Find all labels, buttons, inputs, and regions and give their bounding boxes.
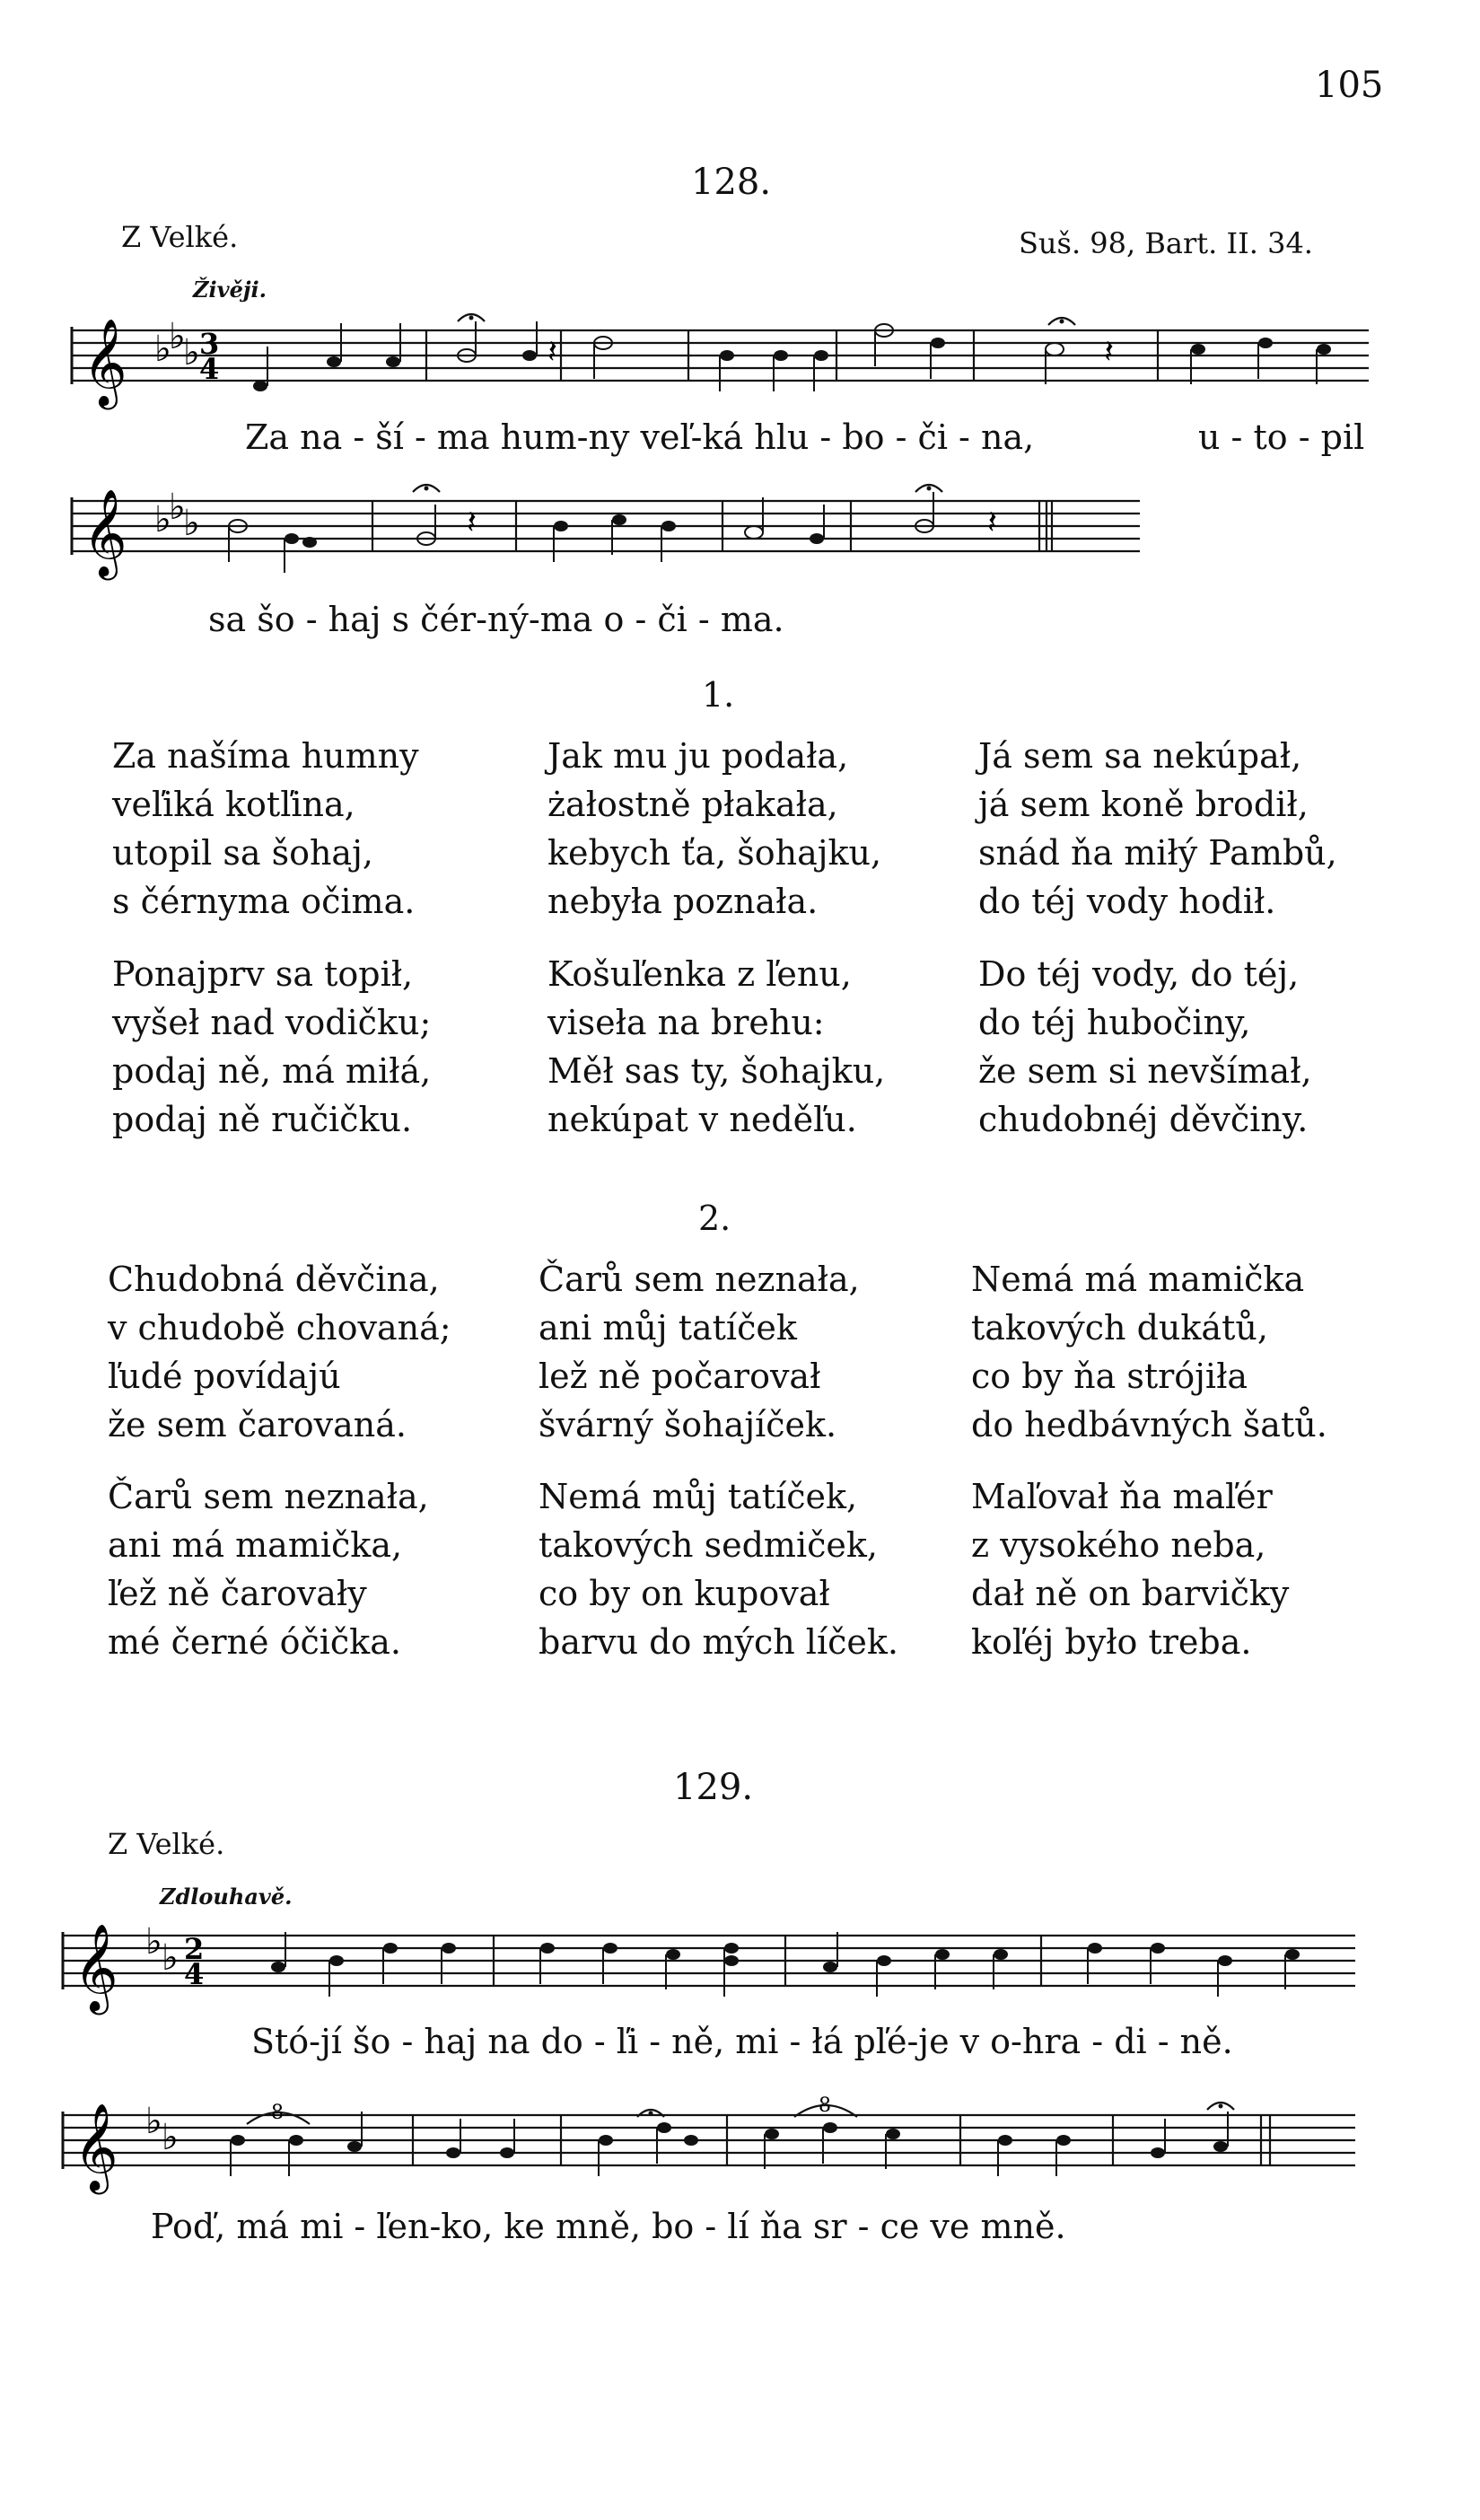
stanza-line: Ponajprv sa topił, xyxy=(112,954,414,994)
song-reference-128: Suš. 98, Bart. II. 34. xyxy=(1019,226,1313,260)
lyrics-129-line2: Poď, má mi - ľen-ko, ke mně, bo - lí ňa sr - ce ve mně. xyxy=(151,2207,1066,2246)
stanza-line: Čarů sem neznała, xyxy=(108,1477,429,1516)
stanza-line: ani má mamička, xyxy=(108,1525,403,1565)
svg-text:♭: ♭ xyxy=(169,487,186,528)
stanza-line: Měł sas ty, šohajku, xyxy=(547,1051,886,1091)
lyrics-128-line1b: u - to - pil xyxy=(1198,417,1365,457)
lyrics-128-line2: sa šo - haj s čér-ný-ma o - či - ma. xyxy=(208,600,784,639)
stanza-line: nebyła poznała. xyxy=(547,882,819,921)
svg-text:♭: ♭ xyxy=(183,503,200,544)
page-number: 105 xyxy=(1315,65,1384,106)
stanza-line: żałostně płakała, xyxy=(547,785,838,824)
stanza-line: kebych ťa, šohajku, xyxy=(547,833,882,873)
stanza xyxy=(978,732,1337,926)
lyrics-129-line1: Stó-jí šo - haj na do - ľi - ně, mi - łá pľé-je v o-hra - di - ně. xyxy=(251,2022,1233,2061)
svg-text:𝄽: 𝄽 xyxy=(1104,334,1115,371)
stanza xyxy=(112,732,419,926)
stanza-line: Do téj vody, do téj, xyxy=(978,954,1300,994)
stanza-line: chudobnéj děvčiny. xyxy=(978,1100,1309,1139)
stanza-line: ľež ně čarovały xyxy=(108,1574,367,1613)
svg-text:♭: ♭ xyxy=(162,2117,179,2158)
svg-text:3: 3 xyxy=(199,327,220,361)
stanza-line: veľiká kotľina, xyxy=(112,785,355,824)
stanza-line: Maľovał ňa maľér xyxy=(971,1477,1273,1516)
stanza-line: barvu do mých líček. xyxy=(539,1622,898,1662)
svg-text:𝄽: 𝄽 xyxy=(467,505,477,541)
song-number-129: 129. xyxy=(673,1767,754,1808)
stanza xyxy=(971,1472,1289,1666)
stanza-line: Nemá můj tatíček, xyxy=(539,1477,858,1516)
svg-text:𝄞: 𝄞 xyxy=(83,318,127,406)
stanza-line: Za našíma humny xyxy=(112,736,419,776)
stanza-line: Chudobná děvčina, xyxy=(108,1260,440,1299)
tempo-marking-128: Živěji. xyxy=(193,277,267,303)
svg-text:8: 8 xyxy=(819,2094,831,2117)
stanza-line: Čarů sem neznała, xyxy=(539,1260,860,1299)
svg-text:8: 8 xyxy=(271,2102,284,2124)
stanza xyxy=(547,950,885,1144)
stanza xyxy=(112,950,431,1144)
stanza xyxy=(539,1472,898,1666)
svg-text:4: 4 xyxy=(199,352,220,386)
stanza-line: viseła na brehu: xyxy=(547,1003,825,1042)
song-origin-128: Z Velké. xyxy=(121,220,239,254)
stanza-line: že sem si nevšímał, xyxy=(978,1051,1312,1091)
svg-text:𝄽: 𝄽 xyxy=(547,334,558,371)
stanza xyxy=(539,1255,860,1449)
song-number-128: 128. xyxy=(691,162,772,203)
stanza-line: snád ňa miłý Pambů, xyxy=(978,833,1337,873)
stanza-line: že sem čarovaná. xyxy=(108,1405,407,1444)
stanza-line: v chudobě chovaná; xyxy=(108,1308,451,1348)
stanza xyxy=(978,950,1312,1144)
stanza xyxy=(547,732,881,926)
stanza-line: do téj vody hodił. xyxy=(978,882,1276,921)
stanza-line: koľéj było treba. xyxy=(971,1622,1252,1662)
song-origin-129: Z Velké. xyxy=(108,1827,225,1861)
tempo-marking-129: Zdlouhavě. xyxy=(160,1883,293,1910)
stanza-line: do téj hubočiny, xyxy=(978,1003,1251,1042)
stanza-line: co by ňa strójiła xyxy=(971,1357,1248,1396)
lyrics-128-line1: Za na - ší - ma hum-ny veľ-ká hlu - bo - či - na, xyxy=(245,417,1035,457)
svg-text:𝄽: 𝄽 xyxy=(987,505,998,541)
music-staff-129-2 xyxy=(63,2094,1373,2205)
svg-text:♭: ♭ xyxy=(145,1921,162,1962)
stanza-line: Já sem sa nekúpał, xyxy=(978,736,1302,776)
stanza-line: ľudé povídajú xyxy=(108,1357,341,1396)
svg-text:♭: ♭ xyxy=(154,499,171,540)
music-staff-128-2 xyxy=(72,483,1149,591)
svg-text:♭: ♭ xyxy=(169,316,186,357)
music-staff-129-1 xyxy=(63,1918,1373,2025)
svg-text:𝄞: 𝄞 xyxy=(74,2103,118,2191)
stanza-line: nekúpat v neděľu. xyxy=(547,1100,857,1139)
svg-text:♭: ♭ xyxy=(162,1937,179,1979)
svg-text:2: 2 xyxy=(184,1932,205,1966)
svg-text:♭: ♭ xyxy=(154,329,171,370)
stanza-line: z vysokého neba, xyxy=(971,1525,1266,1565)
svg-text:4: 4 xyxy=(184,1957,205,1991)
svg-text:♭: ♭ xyxy=(183,332,200,373)
svg-text:𝄞: 𝄞 xyxy=(74,1923,118,2011)
svg-text:𝄞: 𝄞 xyxy=(83,488,127,576)
stanza-line: vyšeł nad vodičku; xyxy=(112,1003,432,1042)
stanza-line: Košuľenka z ľenu, xyxy=(547,954,852,994)
stanza-line: co by on kupovał xyxy=(539,1574,830,1613)
stanza-line: mé černé óčička. xyxy=(108,1622,401,1662)
stanza-line: podaj ně ručičku. xyxy=(112,1100,413,1139)
stanza-line: takových sedmiček, xyxy=(539,1525,878,1565)
stanza-line: dał ně on barvičky xyxy=(971,1574,1290,1613)
music-staff-128-1 xyxy=(72,312,1382,420)
verse-group-label-2: 2. xyxy=(698,1199,731,1238)
stanza-line: já sem koně brodił, xyxy=(978,785,1309,824)
stanza-line: utopil sa šohaj, xyxy=(112,833,373,873)
stanza-line: Nemá má mamička xyxy=(971,1260,1305,1299)
svg-text:♭: ♭ xyxy=(145,2101,162,2142)
stanza xyxy=(971,1255,1327,1449)
stanza-line: ani můj tatíček xyxy=(539,1308,797,1348)
stanza xyxy=(108,1472,429,1666)
stanza-line: do hedbávných šatů. xyxy=(971,1405,1327,1444)
stanza-line: lež ně počarovał xyxy=(539,1357,821,1396)
stanza-line: s čérnyma očima. xyxy=(112,882,416,921)
verse-group-label-1: 1. xyxy=(702,675,735,715)
stanza-line: Jak mu ju podała, xyxy=(547,736,849,776)
stanza-line: švárný šohajíček. xyxy=(539,1405,837,1444)
stanza-line: podaj ně, má miłá, xyxy=(112,1051,432,1091)
stanza-line: takových dukátů, xyxy=(971,1308,1268,1348)
stanza xyxy=(108,1255,451,1449)
